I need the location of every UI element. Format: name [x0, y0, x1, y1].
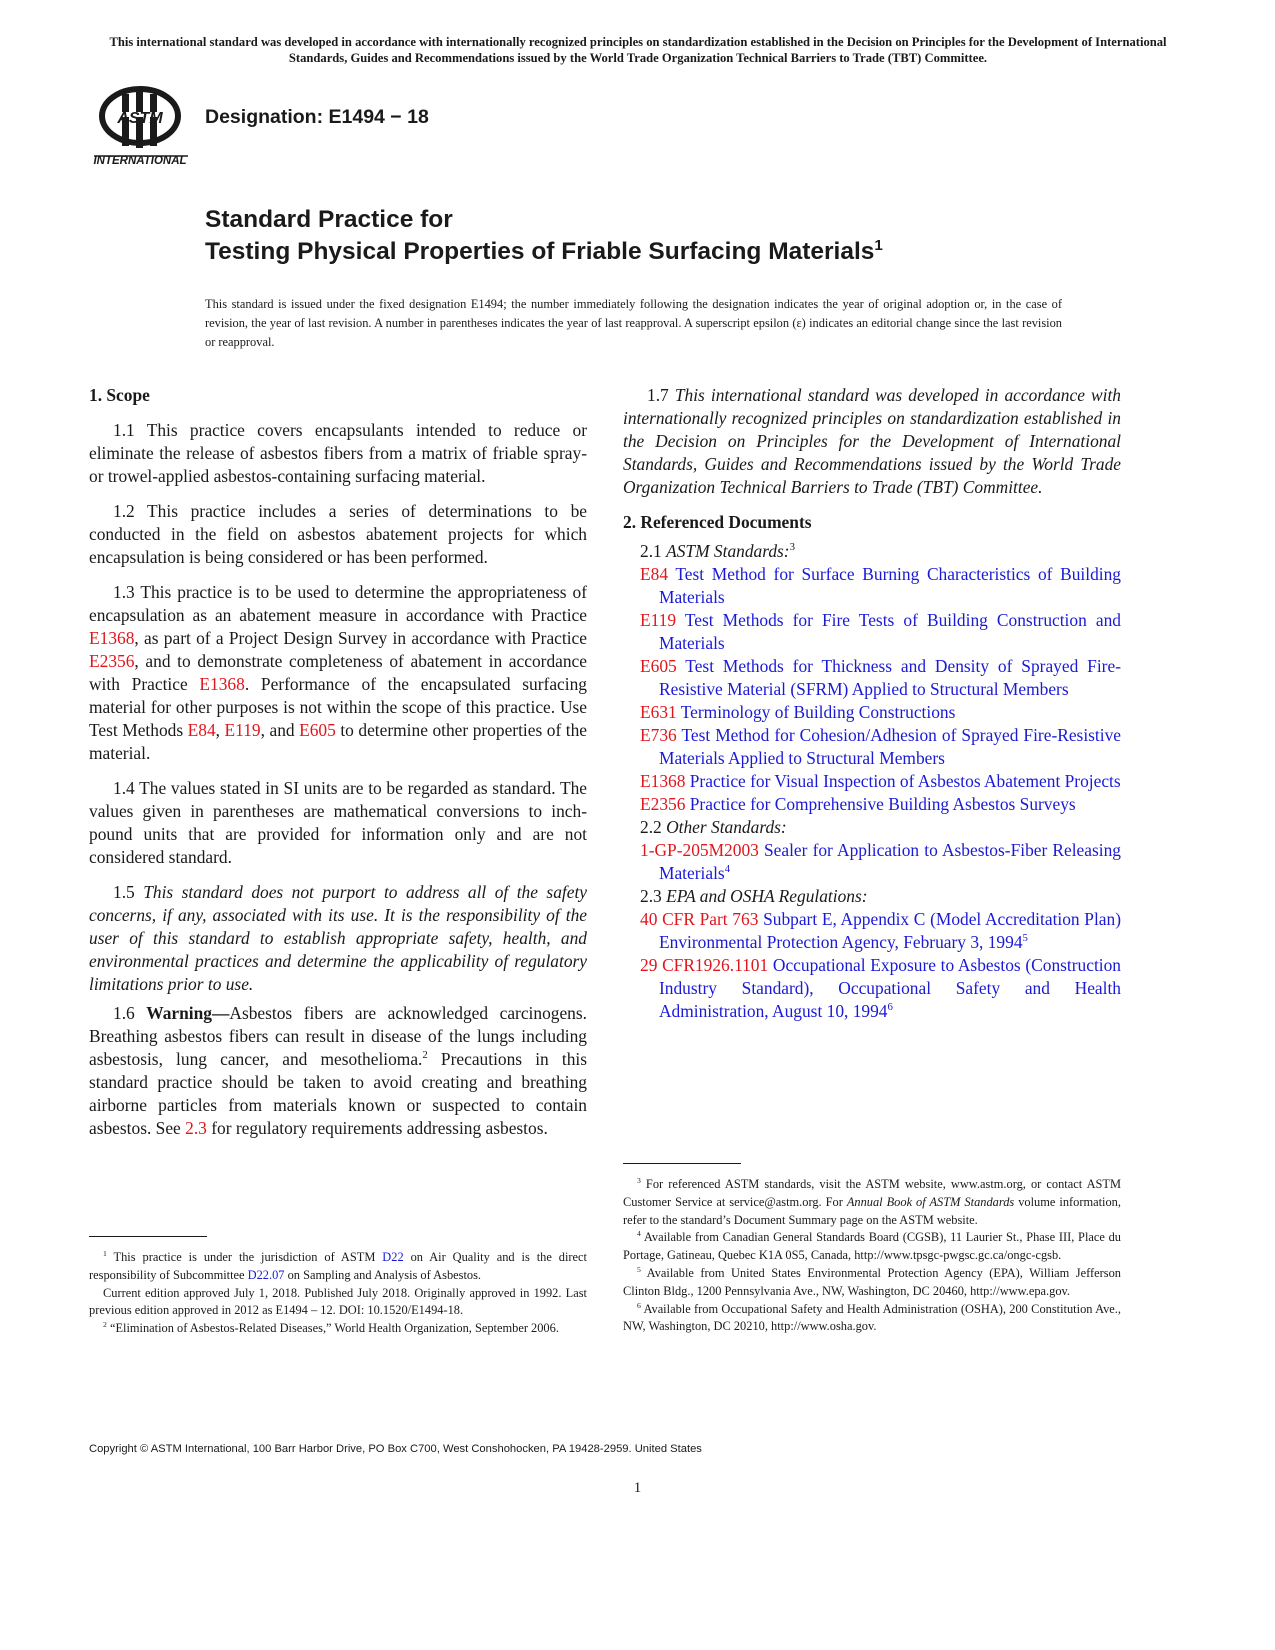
footnote-6: $^6$ Available from Occupational Safety and Health Administration (OSHA), 200 Constitution Ave., NW, Washington, DC 20210, http://www.osha.gov. [623, 1300, 1121, 1334]
footnotes-left [89, 1249, 587, 1338]
top-notice: This international standard was developed in accordance with internationally recognized principles on standardization established in the Decision on Principles for the Development of International Standards, Guides and Recommendations issued by the World Trade Organization Technical Barriers to Trade (TBT) Committee. [109, 35, 1167, 65]
section-1-4: 1.4 The values stated in SI units are to be regarded as standard. The values given in parentheses are mathematical conversions to inch-pound units that are provided for information only and are not considered standard. [89, 778, 587, 867]
referenced-heading: 2. Referenced Documents [623, 512, 812, 532]
title-line1: Standard Practice for [205, 206, 453, 233]
logo-text: INTERNATIONAL [93, 155, 187, 167]
section-2-1: 2.1 ASTM Standards:$^3$ [640, 541, 795, 561]
footnote-4: $^4$ Available from Canadian General Standards Board (CGSB), 11 Laurier St., Phase III, Place du Portage, Gatineau, Quebec K1A 0S5, Canada, http://www.tpsgc-pwgsc.gc.ca/ongc-cgsb. [623, 1229, 1121, 1263]
link-e119[interactable]: E119 [224, 720, 261, 740]
page-number: 1 [633, 1480, 642, 1496]
ref-item-epa[interactable]: 40 CFR Part 763 Subpart E, Appendix C (Model Accreditation Plan) Environmental Protection Agency, February 3, 1994$^5$ [640, 909, 1122, 952]
footnote-5: $^5$ Available from United States Environmental Protection Agency (EPA), William Jefferson Clinton Bldg., 1200 Pennsylvania Ave., NW, Washington, DC 20460, http://www.epa.gov. [623, 1264, 1121, 1298]
ref-item-cgsb[interactable]: 1-GP-205M2003 Sealer for Application to Asbestos-Fiber Releasing Materials$^4$ [640, 840, 1121, 883]
astm-logo [92, 86, 192, 168]
section-1-1: 1.1 This practice covers encapsulants intended to reduce or eliminate the release of asbestos fibers from a matrix of friable spray- or trowel-applied asbestos-containing surfacing material. [89, 420, 587, 486]
link-2-3[interactable]: 2.3 [185, 1118, 207, 1138]
link-e84[interactable]: E84 [187, 720, 216, 740]
link-d22[interactable]: D22 [382, 1250, 404, 1264]
section-2-3: 2.3 EPA and OSHA Regulations: [640, 886, 868, 906]
right-column [623, 384, 1121, 1023]
designation: Designation: E1494 − 18 [205, 106, 429, 128]
astm-logo-icon [92, 86, 192, 168]
section-1-6: 1.6 Warning—Asbestos fibers are acknowledged carcinogens. Breathing asbestos fibers can result in disease of the lungs including asbestosis, lung cancer, and mesothelioma.$^2$ Precautions in this standard practice should be taken to avoid creating and breathing airborne particles from materials known or suspected to contain asbestos. See 2.3 for regulatory requirements addressing asbestos. [89, 1003, 587, 1138]
issue-note: This standard is issued under the fixed designation E1494; the number immediately following the designation indicates the year of original adoption or, in the case of revision, the year of last revision. A number in parentheses indicates the year of last reapproval. A superscript epsilon (ε) indicates an editorial change since the last revision or reapproval. [205, 297, 1062, 349]
section-1-5: 1.5 This standard does not purport to address all of the safety concerns, if any, associated with its use. It is the responsibility of the user of this standard to establish appropriate safety, health, and environmental practices and determine the applicability of regulatory limitations prior to use. [89, 882, 587, 994]
footnote-rule-right [623, 1163, 741, 1164]
ref-item-osha[interactable]: 29 CFR1926.1101 Occupational Exposure to Asbestos (Construction Industry Standard), Occupational Safety and Health Administration, August 10, 1994$^6$ [640, 955, 1121, 1021]
ref-item[interactable]: E736 Test Method for Cohesion/Adhesion of Sprayed Fire-Resistive Materials Applied to Structural Members [640, 725, 1121, 768]
footnote-1: $^1$ This practice is under the jurisdiction of ASTM D22 on Air Quality and is the direct responsibility of Subcommittee D22.07 on Sampling and Analysis of Asbestos. [89, 1248, 587, 1282]
link-e1368-2[interactable]: E1368 [199, 674, 245, 694]
title-line2: Testing Physical Properties of Friable Surfacing Materials [205, 238, 875, 265]
section-1-7: 1.7 This international standard was developed in accordance with internationally recognized principles on standardization established in the Decision on Principles for the Development of International Standards, Guides and Recommendations issued by the World Trade Organization Technical Barriers to Trade (TBT) Committee. [623, 385, 1121, 497]
ref-item[interactable]: E605 Test Methods for Thickness and Density of Sprayed Fire-Resistive Material (SFRM) Applied to Structural Members [640, 656, 1121, 699]
footnotes-right [623, 1176, 1121, 1336]
ref-item[interactable]: E1368 Practice for Visual Inspection of Asbestos Abatement Projects [640, 771, 1121, 791]
page-title [205, 204, 883, 268]
logo-brand: ASTM [117, 110, 163, 127]
footnote-rule-left [89, 1236, 207, 1237]
copyright: Copyright © ASTM International, 100 Barr Harbor Drive, PO Box C700, West Conshohocken, PA 19428-2959. United States [89, 1443, 702, 1455]
link-e2356[interactable]: E2356 [89, 651, 135, 671]
section-1-2: 1.2 This practice includes a series of determinations to be conducted in the field on asbestos abatement projects for which encapsulation is being considered or has been performed. [89, 501, 587, 567]
ref-item[interactable]: E84 Test Method for Surface Burning Characteristics of Building Materials [640, 564, 1121, 607]
ref-item[interactable]: E631 Terminology of Building Constructions [640, 702, 956, 722]
link-e605[interactable]: E605 [299, 720, 336, 740]
scope-heading: 1. Scope [89, 385, 150, 405]
left-column [89, 384, 587, 1140]
footnote-3: $^3$ For referenced ASTM standards, visit the ASTM website, www.astm.org, or contact ASTM Customer Service at service@astm.org. For Annual Book of ASTM Standards volume information, refer to the standard’s Document Summary page on the ASTM website. [623, 1175, 1121, 1227]
section-1-3: 1.3 This practice is to be used to determine the appropriateness of encapsulation as an abatement measure in accordance with Practice E1368, as part of a Project Design Survey in accordance with Practice E2356, and to demonstrate completeness of abatement in accordance with Practice E1368. Performance of the encapsulated surfacing material for other purposes is not within the scope of this practice. Use Test Methods E84, E119, and E605 to determine other properties of the material. [89, 582, 587, 763]
section-2-2: 2.2 Other Standards: [640, 817, 787, 837]
title-footnote-mark: 1 [874, 236, 883, 254]
footnote-2: $^2$ “Elimination of Asbestos-Related Diseases,” World Health Organization, September 2006. [103, 1320, 559, 1336]
edition-note: Current edition approved July 1, 2018. Published July 2018. Originally approved in 1992. Last previous edition approved in 2012 as E1494 – 12. DOI: 10.1520/E1494-18. [89, 1285, 587, 1318]
ref-item[interactable]: E119 Test Methods for Fire Tests of Building Construction and Materials [640, 610, 1121, 653]
ref-item[interactable]: E2356 Practice for Comprehensive Building Asbestos Surveys [640, 794, 1076, 814]
link-e1368[interactable]: E1368 [89, 628, 135, 648]
link-d22-07[interactable]: D22.07 [247, 1267, 285, 1282]
